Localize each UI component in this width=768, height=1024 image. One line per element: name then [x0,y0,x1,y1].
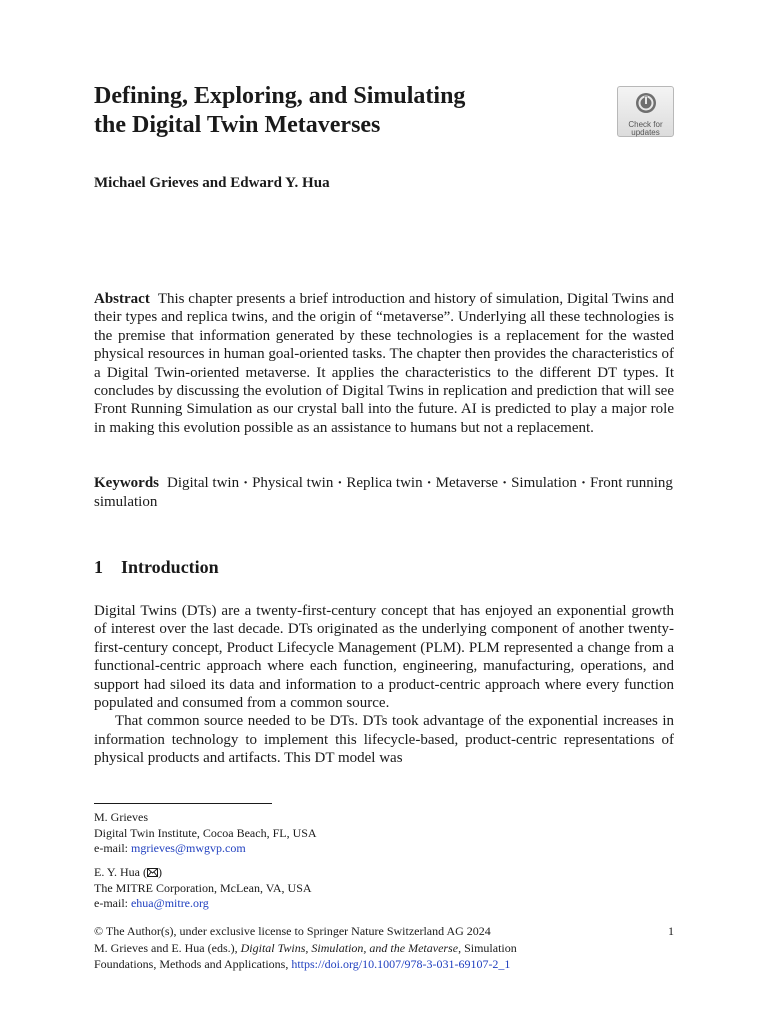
keyword-separator: · [243,475,249,491]
book-title: Digital Twins, Simulation, and the Metaverse [240,940,459,955]
chapter-title [94,82,594,140]
affiliation-email-row [94,841,494,857]
section-heading [94,557,219,578]
badge-text-line-2: updates [631,128,660,137]
section-number: 1 [94,557,103,577]
envelope-icon [147,868,158,877]
copyright-line: © The Author(s), under exclusive license to Springer Nature Switzerland AG 2024 [94,924,491,938]
email-label: e-mail: [94,896,131,910]
affiliation-org: The MITRE Corporation, McLean, VA, USA [94,880,312,895]
citation-series: , Simulation [458,940,517,955]
abstract-label: Abstract [94,291,150,307]
citation-line-1 [94,940,674,957]
check-for-updates-icon [635,92,657,114]
keyword-separator: · [337,475,343,491]
abstract [94,290,674,437]
introduction-body [94,602,674,768]
copyright-footer [94,923,674,973]
affiliation-name: M. Grieves [94,810,148,824]
keyword-item: Replica twin [346,475,423,491]
author-list: Michael Grieves and Edward Y. Hua [94,175,330,191]
badge-text-line-1: Check for [628,120,663,129]
affiliation-name-suffix: ) [158,865,162,879]
email-link[interactable]: ehua@mitre.org [130,896,209,910]
keyword-separator: · [580,475,586,491]
affiliation-org: Digital Twin Institute, Cocoa Beach, FL, USA [94,825,317,840]
body-paragraph-2: That common source needed to be DTs. DTs took advantage of the exponential increases in information technology to implement this lifecycle-based, product-centric representations of physical products and artifacts. This DT model was [94,713,674,767]
keyword-separator: · [426,475,432,491]
chapter-title-line-1: Defining, Exploring, and Simulating [94,83,466,109]
keyword-item: Metaverse [435,475,499,491]
affiliation-name [94,865,494,881]
email-label: e-mail: [94,841,131,855]
chapter-title-line-2: the Digital Twin Metaverses [94,112,381,138]
keyword-item: Simulation [511,475,577,491]
page-number: 1 [668,924,674,938]
abstract-text: This chapter presents a brief introduction and history of simulation, Digital Twins and their types and replica twins, and the origin of “metaverse”. Underlying all these technologies is the premise that information generated by these technologies is a replacement for the wasted physical resources in human goal-oriented tasks. The chapter then provides the characteristics of a Digital Twin-oriented metaverse. It applies the characteristics to the different DT types. It concludes by discussing the evolution of Digital Twins in replication and prediction that will see Front Running Simulation as our crystal ball into the future. AI is predicted to play a major role in making this evolution possible as an assistance to humans but not a replacement. [94,291,674,436]
citation-line-2 [94,956,674,973]
footnote-divider [94,803,272,804]
keywords [94,474,674,512]
keyword-separator: · [502,475,508,491]
citation-prefix: M. Grieves and E. Hua (eds.), [94,940,241,955]
section-title: Introduction [121,557,219,577]
affiliation-hua [94,865,494,912]
email-link[interactable]: mgrieves@mwgvp.com [130,841,246,855]
affiliation-name-text: E. Y. Hua ( [94,865,147,879]
keyword-item: Physical twin [252,475,334,491]
keyword-item: Front running simulation [94,475,673,510]
keywords-label: Keywords [94,475,159,491]
affiliation-email-row [94,896,494,912]
affiliation-grieves [94,810,494,857]
doi-link[interactable]: https://doi.org/10.1007/978-3-031-69107-2_1 [291,957,511,971]
citation-series-name: Foundations, Methods and Applications, [94,957,292,971]
check-for-updates-badge[interactable] [617,86,674,137]
body-paragraph-1: Digital Twins (DTs) are a twenty-first-century concept that has enjoyed an exponential growth of interest over the last decade. DTs originated as the underlying component of another twenty-first-century concept, Product Lifecycle Management (PLM). PLM represented a change from a functional-centric approach where each function, engineering, manufacturing, operations, and support had siloed its data and information to a product-centric approach where every function populated and consumed from a common source. [94,603,674,712]
keyword-item: Digital twin [167,475,240,491]
